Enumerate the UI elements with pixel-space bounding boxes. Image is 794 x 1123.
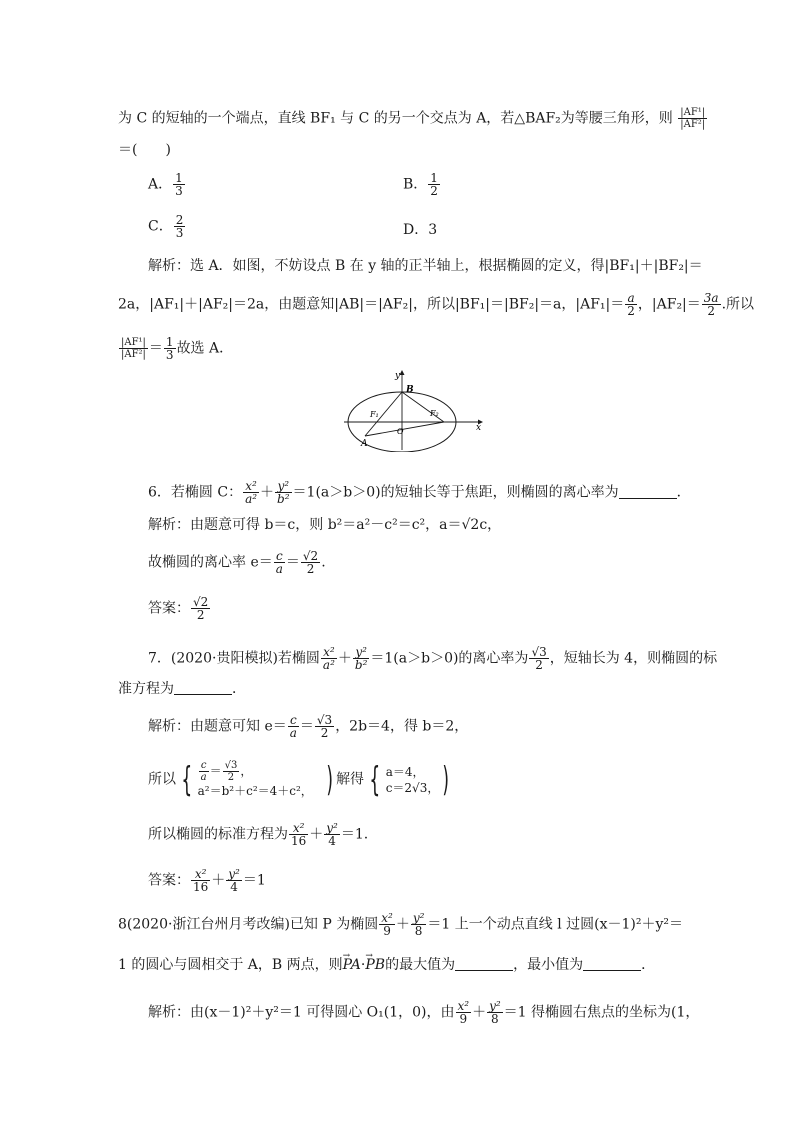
label-b: B — [406, 385, 414, 395]
label-x: x — [476, 423, 482, 433]
q7-stem-line2: 准方程为 ． — [118, 681, 246, 697]
label-o: O — [397, 427, 404, 436]
segment-af2 — [365, 422, 444, 436]
left-brace: { — [369, 759, 381, 800]
answer-blank[interactable] — [174, 682, 232, 695]
left-brace: { — [181, 759, 193, 800]
q6-stem: 6．若椭圆 C： $\frac{\text{x²}}{\text{a²}}$ ＋ $\frac{\text{y²}}{\text{b²}}$ ＝1(a＞b＞0)的短轴长等于焦距，则椭圆的离心率为 ． — [148, 479, 691, 506]
y-axis-arrow — [400, 370, 405, 375]
vector-pb: → PB — [365, 957, 385, 973]
label-f1: F₁ — [370, 410, 379, 419]
q5-option-c: C． $\frac{2}{3}$ — [148, 213, 184, 240]
q7-standard-eq: 所以椭圆的标准方程为 $\frac{\text{x²}}{16}$ ＋ $\frac{\text{y²}}{4}$ ＝1. — [148, 821, 369, 848]
q5-line1 — [118, 107, 708, 130]
q5-option-b: B． $\frac{1}{2}$ — [403, 171, 438, 198]
label-a: A — [361, 439, 368, 449]
q6-solution-line1: 解析：由题意可得 b＝c，则 b²＝a²－c²＝c²，a＝√2c， — [148, 517, 502, 533]
answer-blank[interactable] — [619, 486, 677, 499]
answer-blank-max[interactable] — [455, 958, 513, 971]
q6-answer: 答案： $\frac{√2}{2}$ — [148, 595, 209, 622]
q7-system: 所以 { $\frac{c}{a}$ ＝ $\frac{√3}{2}$ ， a²＝b²＋c²＝4＋c²， ) 解得 { a＝4， c＝2√3， ) — [148, 759, 450, 800]
q5-option-a: A． $\frac{1}{3}$ — [148, 171, 183, 198]
q5-line2: ＝( ) — [118, 142, 171, 158]
q7-answer: 答案： $\frac{\text{x²}}{16}$ ＋ $\frac{\text{y²}}{4}$ ＝1 — [148, 867, 266, 894]
q7-solution-line1: 解析：由题意可知 e＝ $\frac{c}{a}$ ＝ $\frac{√3}{2}$ ，2b＝4，得 b＝2， — [148, 713, 469, 740]
q8-stem-line2: 1 的圆心与圆相交于 A，B 两点，则→ PA·→ PB的最大值为 ，最小值为 ． — [118, 957, 655, 973]
q7-stem-line1: 7．(2020·贵阳模拟)若椭圆 $\frac{\text{x²}}{\text{a²}}$ ＋ $\frac{\text{y²}}{\text{b²}}$ ＝1(a＞b＞0)的离心率为 $\frac{√3}{2}$ ，短轴长为 4，则椭圆的标 — [148, 645, 718, 672]
answer-blank-min[interactable] — [583, 958, 641, 971]
q5-solution-line3: $\frac{\text{|AF¹|}}{\text{|AF²|}}$ ＝ $\frac{1}{3}$ 故选 A． — [121, 335, 234, 362]
q5-solution-line2: 2a，|AF₁|＋|AF₂|＝2a，由题意知|AB|＝|AF₂|，所以|BF₁|＝|BF₂|＝a，|AF₁|＝ $\frac{a}{2}$ ，|AF₂|＝ $\frac{3a}{2}$ .所以 — [118, 291, 755, 318]
label-f2: F₂ — [430, 409, 439, 418]
q6-solution-line2: 故椭圆的离心率 e＝ $\frac{c}{a}$ ＝ $\frac{√2}{2}$ . — [148, 549, 326, 576]
q5-stem-text: 为 C 的短轴的一个端点，直线 BF₁ 与 C 的另一个交点为 A，若△BAF₂为等腰三角形，则 — [118, 110, 673, 127]
q5-ratio: $\frac{\text{|AF¹|}}{\text{|AF²|}}$ — [680, 107, 706, 130]
q5-option-d: D．3 — [403, 222, 438, 238]
q8-stem-line1: 8(2020·浙江台州月考改编)已知 P 为椭圆 $\frac{\text{x²}}{9}$ ＋ $\frac{\text{y²}}{8}$ ＝1 上一个动点直线 l 过圆(x－1)²＋y²＝ — [118, 911, 684, 938]
label-y: y — [395, 371, 401, 381]
q5-solution-line1: 解析：选 A．如图，不妨设点 B 在 y 轴的正半轴上，根据椭圆的定义，得|BF₁|＋|BF₂|＝ — [148, 258, 703, 274]
ellipse-figure — [340, 368, 490, 452]
q8-solution-line1: 解析：由(x－1)²＋y²＝1 可得圆心 O₁(1，0)，由 $\frac{\text{x²}}{9}$ ＋ $\frac{\text{y²}}{8}$ ＝1 得椭圆右焦点的坐标为(1， — [148, 999, 700, 1026]
vector-pa: → PA — [343, 957, 361, 973]
